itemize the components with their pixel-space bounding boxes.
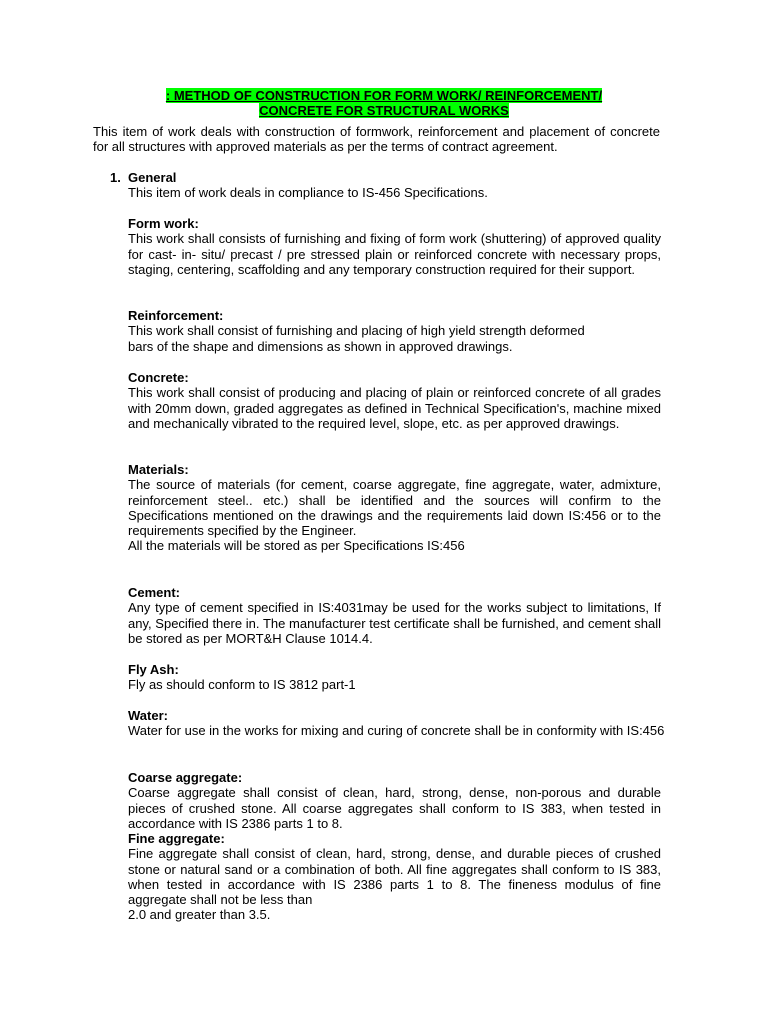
section-text-reinforcement-line-1: This work shall consist of furnishing and placing of high yield strength deformed xyxy=(128,323,585,339)
section-text-cement: Any type of cement specified in IS:4031may be used for the works subject to limitations, If any, Specified there in. The manufacturer test certificate shall be furnished, and cement shall be stored as per MORT&H Clause 1014.4. xyxy=(128,600,661,646)
title-text-concrete: CONCRETE xyxy=(259,103,333,118)
title-text-structural-works: FOR STRUCTURAL WORKS xyxy=(332,103,509,118)
section-form-work xyxy=(128,216,661,277)
section-cement xyxy=(128,585,661,646)
title-text-line-1: : METHOD OF CONSTRUCTION FOR FORM WORK/ REINFORCEMENT/ xyxy=(165,88,603,103)
section-heading-materials: Materials: xyxy=(128,462,189,477)
document-title-line-1 xyxy=(0,88,768,103)
section-fly-ash xyxy=(128,662,661,693)
section-water xyxy=(128,708,665,739)
document-title-line-2 xyxy=(0,103,768,118)
section-heading-form-work: Form work: xyxy=(128,216,199,231)
section-coarse-aggregate xyxy=(128,770,661,831)
section-heading-cement: Cement: xyxy=(128,585,181,600)
section-heading-general: General xyxy=(128,170,177,185)
section-text-general: This item of work deals in compliance to IS-456 Specifications. xyxy=(128,185,488,201)
section-text-form-work: This work shall consists of furnishing and fixing of form work (shuttering) of approved quality for cast- in- situ/ precast / pre stressed plain or reinforced concrete with necessary props, staging, centering, scaffolding and any temporary construction required for their support. xyxy=(128,231,661,277)
intro-paragraph: This item of work deals with construction of formwork, reinforcement and placement of concrete for all structures with approved materials as per the terms of contract agreement. xyxy=(93,124,660,155)
section-general xyxy=(110,170,661,201)
section-text-materials-storage: All the materials will be stored as per Specifications IS:456 xyxy=(128,538,465,554)
section-text-materials: The source of materials (for cement, coarse aggregate, fine aggregate, water, admixture, reinforcement steel.. etc.) shall be identified and the sources will confirm to the Specifications mentioned on the drawings and the requirements laid down IS:456 or to the requirements specified by the Engineer. xyxy=(128,477,661,539)
section-heading-coarse-aggregate: Coarse aggregate: xyxy=(128,770,243,785)
section-text-concrete: This work shall consist of producing and placing of plain or reinforced concrete of all grades with 20mm down, graded aggregates as defined in Technical Specification's, machine mixed and mechanically vibrated to the required level, slope, etc. as per approved drawings. xyxy=(128,385,661,431)
section-number: 1. xyxy=(110,170,121,185)
section-heading-concrete: Concrete: xyxy=(128,370,189,385)
section-text-coarse-aggregate: Coarse aggregate shall consist of clean, hard, strong, dense, non-porous and durable pieces of crushed stone. All coarse aggregates shall conform to IS 383, when tested in accordance with IS 2386 parts 1 to 8. xyxy=(128,785,661,831)
section-text-fine-aggregate-limits: 2.0 and greater than 3.5. xyxy=(128,907,271,923)
section-text-water: Water for use in the works for mixing and curing of concrete shall be in conformity with IS:456 xyxy=(128,723,665,739)
section-text-fine-aggregate: Fine aggregate shall consist of clean, hard, strong, dense, and durable pieces of crushed stone or natural sand or a combination of both. All fine aggregates shall conform to IS 383, when tested in accordance with IS 2386 parts 1 to 8. The fineness modulus of fine aggregate shall not be less than xyxy=(128,846,661,908)
section-reinforcement xyxy=(128,308,661,354)
section-concrete xyxy=(128,370,661,431)
section-heading-fly-ash: Fly Ash: xyxy=(128,662,179,677)
section-heading-fine-aggregate: Fine aggregate: xyxy=(128,831,225,846)
section-fine-aggregate xyxy=(128,831,661,923)
section-heading-reinforcement: Reinforcement: xyxy=(128,308,224,323)
section-text-reinforcement-line-2: bars of the shape and dimensions as shown in approved drawings. xyxy=(128,338,513,354)
section-materials xyxy=(128,462,661,554)
section-heading-water: Water: xyxy=(128,708,168,723)
section-text-fly-ash: Fly as should conform to IS 3812 part-1 xyxy=(128,677,356,693)
